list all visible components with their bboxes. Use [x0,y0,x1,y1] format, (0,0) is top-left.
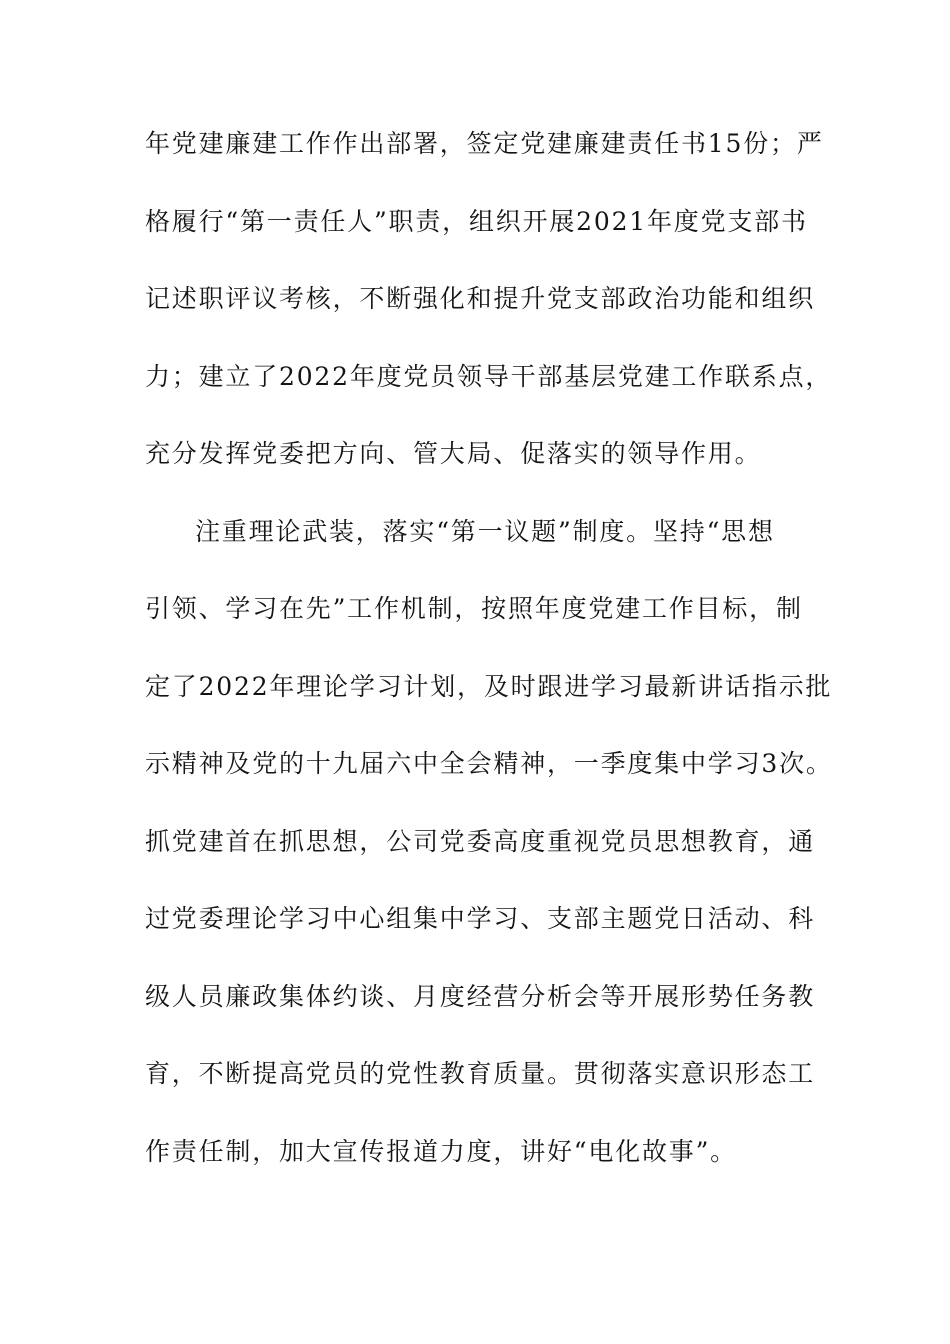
text-line: 抓党建首在抓思想，公司党委高度重视党员思想教育，通 [145,826,816,856]
text-line: 引领、学习在先”工作机制，按照年度党建工作目标，制 [145,594,803,623]
text-line: 过党委理论学习中心组集中学习、支部主题党日活动、科 [145,904,816,933]
text-line-first-indented: 注重理论武装，落实“第一议题”制度。坚持“思想 [195,516,775,546]
text-line: 力；建立了2022年度党员领导干部基层党建工作联系点， [145,361,833,391]
text-line: 级人员廉政集体约谈、月度经营分析会等开展形势任务教 [145,981,816,1011]
text-line: 记述职评议考核，不断强化和提升党支部政治功能和组织 [145,284,816,313]
document-body [145,118,833,1203]
paragraph-2 [145,506,833,1204]
text-line: 育，不断提高党员的党性教育质量。贯彻落实意识形态工 [145,1059,816,1088]
text-line: 作责任制，加大宣传报道力度，讲好“电化故事”。 [145,1136,737,1166]
text-line: 格履行“第一责任人”职责，组织开展2021年度党支部书 [145,206,808,236]
paragraph-1 [145,118,833,506]
text-line: 示精神及党的十九届六中全会精神，一季度集中学习3次。 [145,749,833,778]
text-line: 充分发挥党委把方向、管大局、促落实的领导作用。 [145,439,762,468]
text-line: 定了2022年理论学习计划，及时跟进学习最新讲话指示批 [145,671,833,701]
text-line: 年党建廉建工作作出部署，签定党建廉建责任书15份；严 [145,129,824,158]
